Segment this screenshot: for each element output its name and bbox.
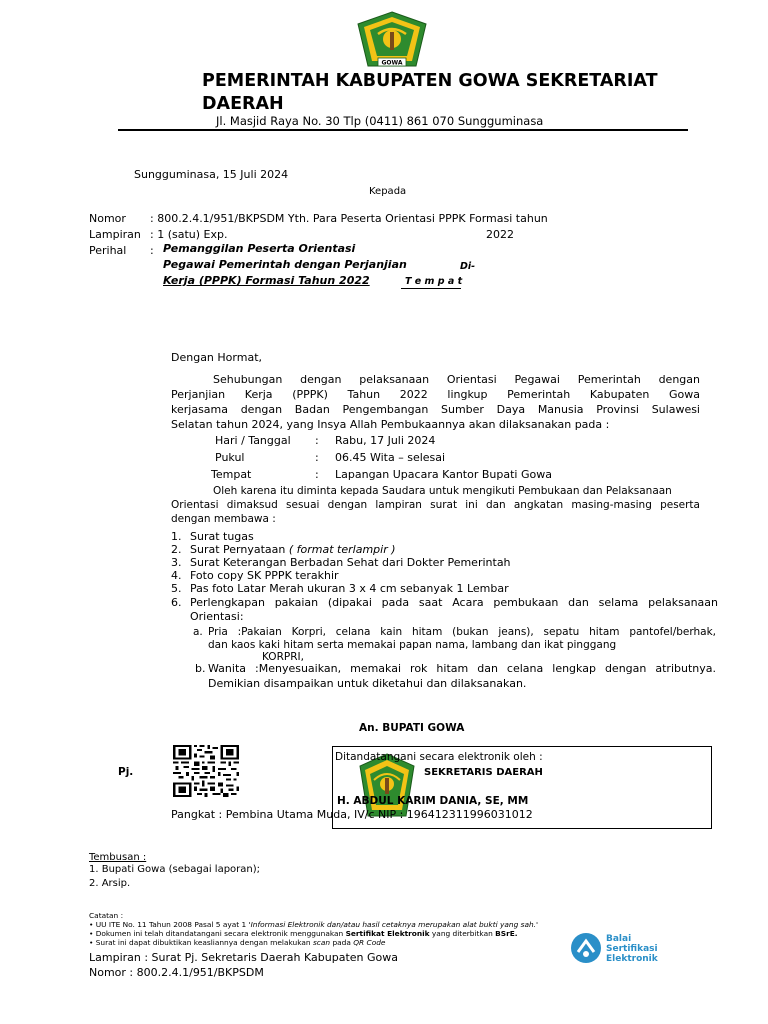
lampiran-value: : 1 (satu) Exp. [150, 228, 228, 241]
signed-by-text: Ditandatangani secara elektronik oleh : [335, 751, 543, 763]
nomor-value: : 800.2.4.1/951/BKPSDM Yth. Para Peserta Orientasi PPPK Formasi tahun [150, 212, 548, 225]
list-item-4: Foto copy SK PPPK terakhir [190, 569, 339, 582]
perihal-line-3: Kerja (PPPK) Formasi Tahun 2022 [163, 274, 370, 287]
closing-sentence: Demikian disampaikan untuk diketahui dan dilaksanakan. [208, 677, 527, 690]
sub-item-a-line-2: dan kaos kaki hitam serta memakai papan nama, lambang dan ikat pinggang [208, 639, 617, 651]
hari-colon: : [315, 434, 319, 447]
list-item-6-line-2: Orientasi: [190, 610, 244, 623]
an-bupati: An. BUPATI GOWA [359, 722, 465, 734]
tempat-underline [401, 288, 461, 289]
footer-lampiran: Lampiran : Surat Pj. Sekretaris Daerah Kabupaten Gowa [89, 951, 398, 964]
list-item-6-line-1: Perlengkapan pakaian (dipakai pada saat Acara pembukaan dan selama pelaksanaan [190, 596, 718, 609]
pukul-value: 06.45 Wita – selesai [335, 451, 446, 464]
signer-pangkat-nip: Pangkat : Pembina Utama Muda, IV/c NIP : 196412311996031012 [171, 808, 533, 821]
pj-label: Pj. [118, 766, 134, 778]
year-text: 2022 [486, 228, 514, 241]
catatan-title: Catatan : [89, 911, 124, 920]
list-item-3: Surat Keterangan Berbadan Sehat dari Dokter Pemerintah [190, 556, 511, 569]
list-number-6: 6. [171, 596, 182, 609]
list-item-2: Surat Pernyataan ( format terlampir ) [190, 543, 396, 556]
sub-item-b-line-1: Wanita :Menyesuaikan, memakai rok hitam dan celana lengkap dengan atributnya. [208, 662, 716, 675]
sub-item-b-marker: b. [195, 662, 206, 675]
paragraph-1-line-2: Perjanjian Kerja (PPPK) Tahun 2022 lingkup Pemerintah Kabupaten Gowa [171, 388, 700, 401]
list-item-5: Pas foto Latar Merah ukuran 3 x 4 cm sebanyak 1 Lembar [190, 582, 509, 595]
catatan-note-1: • UU ITE No. 11 Tahun 2008 Pasal 5 ayat 1 'Informasi Elektronik dan/atau hasil cetaknya merupakan alat bukti yang sah.' [89, 920, 539, 929]
kepada-label: Kepada [369, 186, 407, 197]
list-number-4: 4. [171, 569, 182, 582]
list-number-2: 2. [171, 543, 182, 556]
pukul-label: Pukul [215, 451, 245, 464]
tembusan-item-2: 2. Arsip. [89, 878, 131, 889]
hari-label: Hari / Tanggal [215, 434, 291, 447]
sub-item-a-marker: a. [193, 626, 203, 638]
signer-name: H. ABDUL KARIM DANIA, SE, MM [337, 795, 529, 807]
government-name: PEMERINTAH KABUPATEN GOWA SEKRETARIAT DAERAH [202, 71, 658, 114]
tempat-acara-label: Tempat [211, 468, 252, 481]
list-number-3: 3. [171, 556, 182, 569]
bsre-logo-icon [570, 932, 602, 964]
list-item-1: Surat tugas [190, 530, 254, 543]
hari-value: Rabu, 17 Juli 2024 [335, 434, 436, 447]
perihal-line-2: Pegawai Pemerintah dengan Perjanjian [163, 258, 407, 271]
qr-code[interactable] [173, 745, 239, 797]
perihal-colon: : [150, 244, 154, 257]
tempat-acara-value: Lapangan Upacara Kantor Bupati Gowa [335, 468, 552, 481]
catatan-note-2: • Dokumen ini telah ditandatangani secara elektronik menggunakan Sertifikat Elektronik yang diterbitkan BSrE. [89, 929, 518, 938]
paragraph-2-line-2: Orientasi dimaksud sesuai dengan lampiran surat ini dan angkatan masing-masing peserta [171, 499, 700, 511]
di-label: Di- [460, 261, 476, 272]
list-number-5: 5. [171, 582, 182, 595]
nomor-label: Nomor [89, 212, 126, 225]
place-date: Sungguminasa, 15 Juli 2024 [134, 168, 289, 181]
gowa-emblem-logo [356, 10, 428, 70]
paragraph-2-line-1: Oleh karena itu diminta kepada Saudara untuk mengikuti Pembukaan dan Pelaksanaan [213, 485, 672, 497]
perihal-line-1: Pemanggilan Peserta Orientasi [163, 242, 356, 255]
footer-nomor: Nomor : 800.2.4.1/951/BKPSDM [89, 966, 264, 979]
government-address: Jl. Masjid Raya No. 30 Tlp (0411) 861 070 Sungguminasa [216, 114, 544, 128]
paragraph-2-line-3: dengan membawa : [171, 513, 276, 525]
pukul-colon: : [315, 451, 319, 464]
greeting: Dengan Hormat, [171, 351, 262, 364]
perihal-label: Perihal [89, 244, 127, 257]
logo-caption: GOWA [381, 59, 403, 67]
list-number-1: 1. [171, 530, 182, 543]
sub-item-a-line-3: KORPRI, [262, 651, 304, 663]
tempat-label: T e m p a t [405, 276, 463, 287]
tembusan-title: Tembusan : [89, 852, 147, 863]
header-divider [118, 129, 688, 131]
paragraph-1-line-3: kerjasama dengan Badan Pengembangan Sumber Daya Manusia Provinsi Sulawesi [171, 403, 700, 416]
tempat-acara-colon: : [315, 468, 319, 481]
signer-position: SEKRETARIS DAERAH [424, 767, 543, 778]
sub-item-a-line-1: Pria :Pakaian Korpri, celana kain hitam (bukan jeans), sepatu hitam pantofel/berhak, [208, 626, 716, 638]
bsre-label: Balai Sertifikasi Elektronik [606, 934, 658, 964]
paragraph-1-line-4: Selatan tahun 2024, yang Insya Allah Pembukaannya akan dilaksanakan pada : [171, 418, 610, 431]
paragraph-1-line-1: Sehubungan dengan pelaksanaan Orientasi Pegawai Pemerintah dengan [213, 373, 700, 386]
lampiran-label: Lampiran [89, 228, 141, 241]
catatan-note-3: • Surat ini dapat dibuktikan keasliannya dengan melakukan scan pada QR Code [89, 938, 386, 947]
tembusan-item-1: 1. Bupati Gowa (sebagai laporan); [89, 864, 261, 875]
